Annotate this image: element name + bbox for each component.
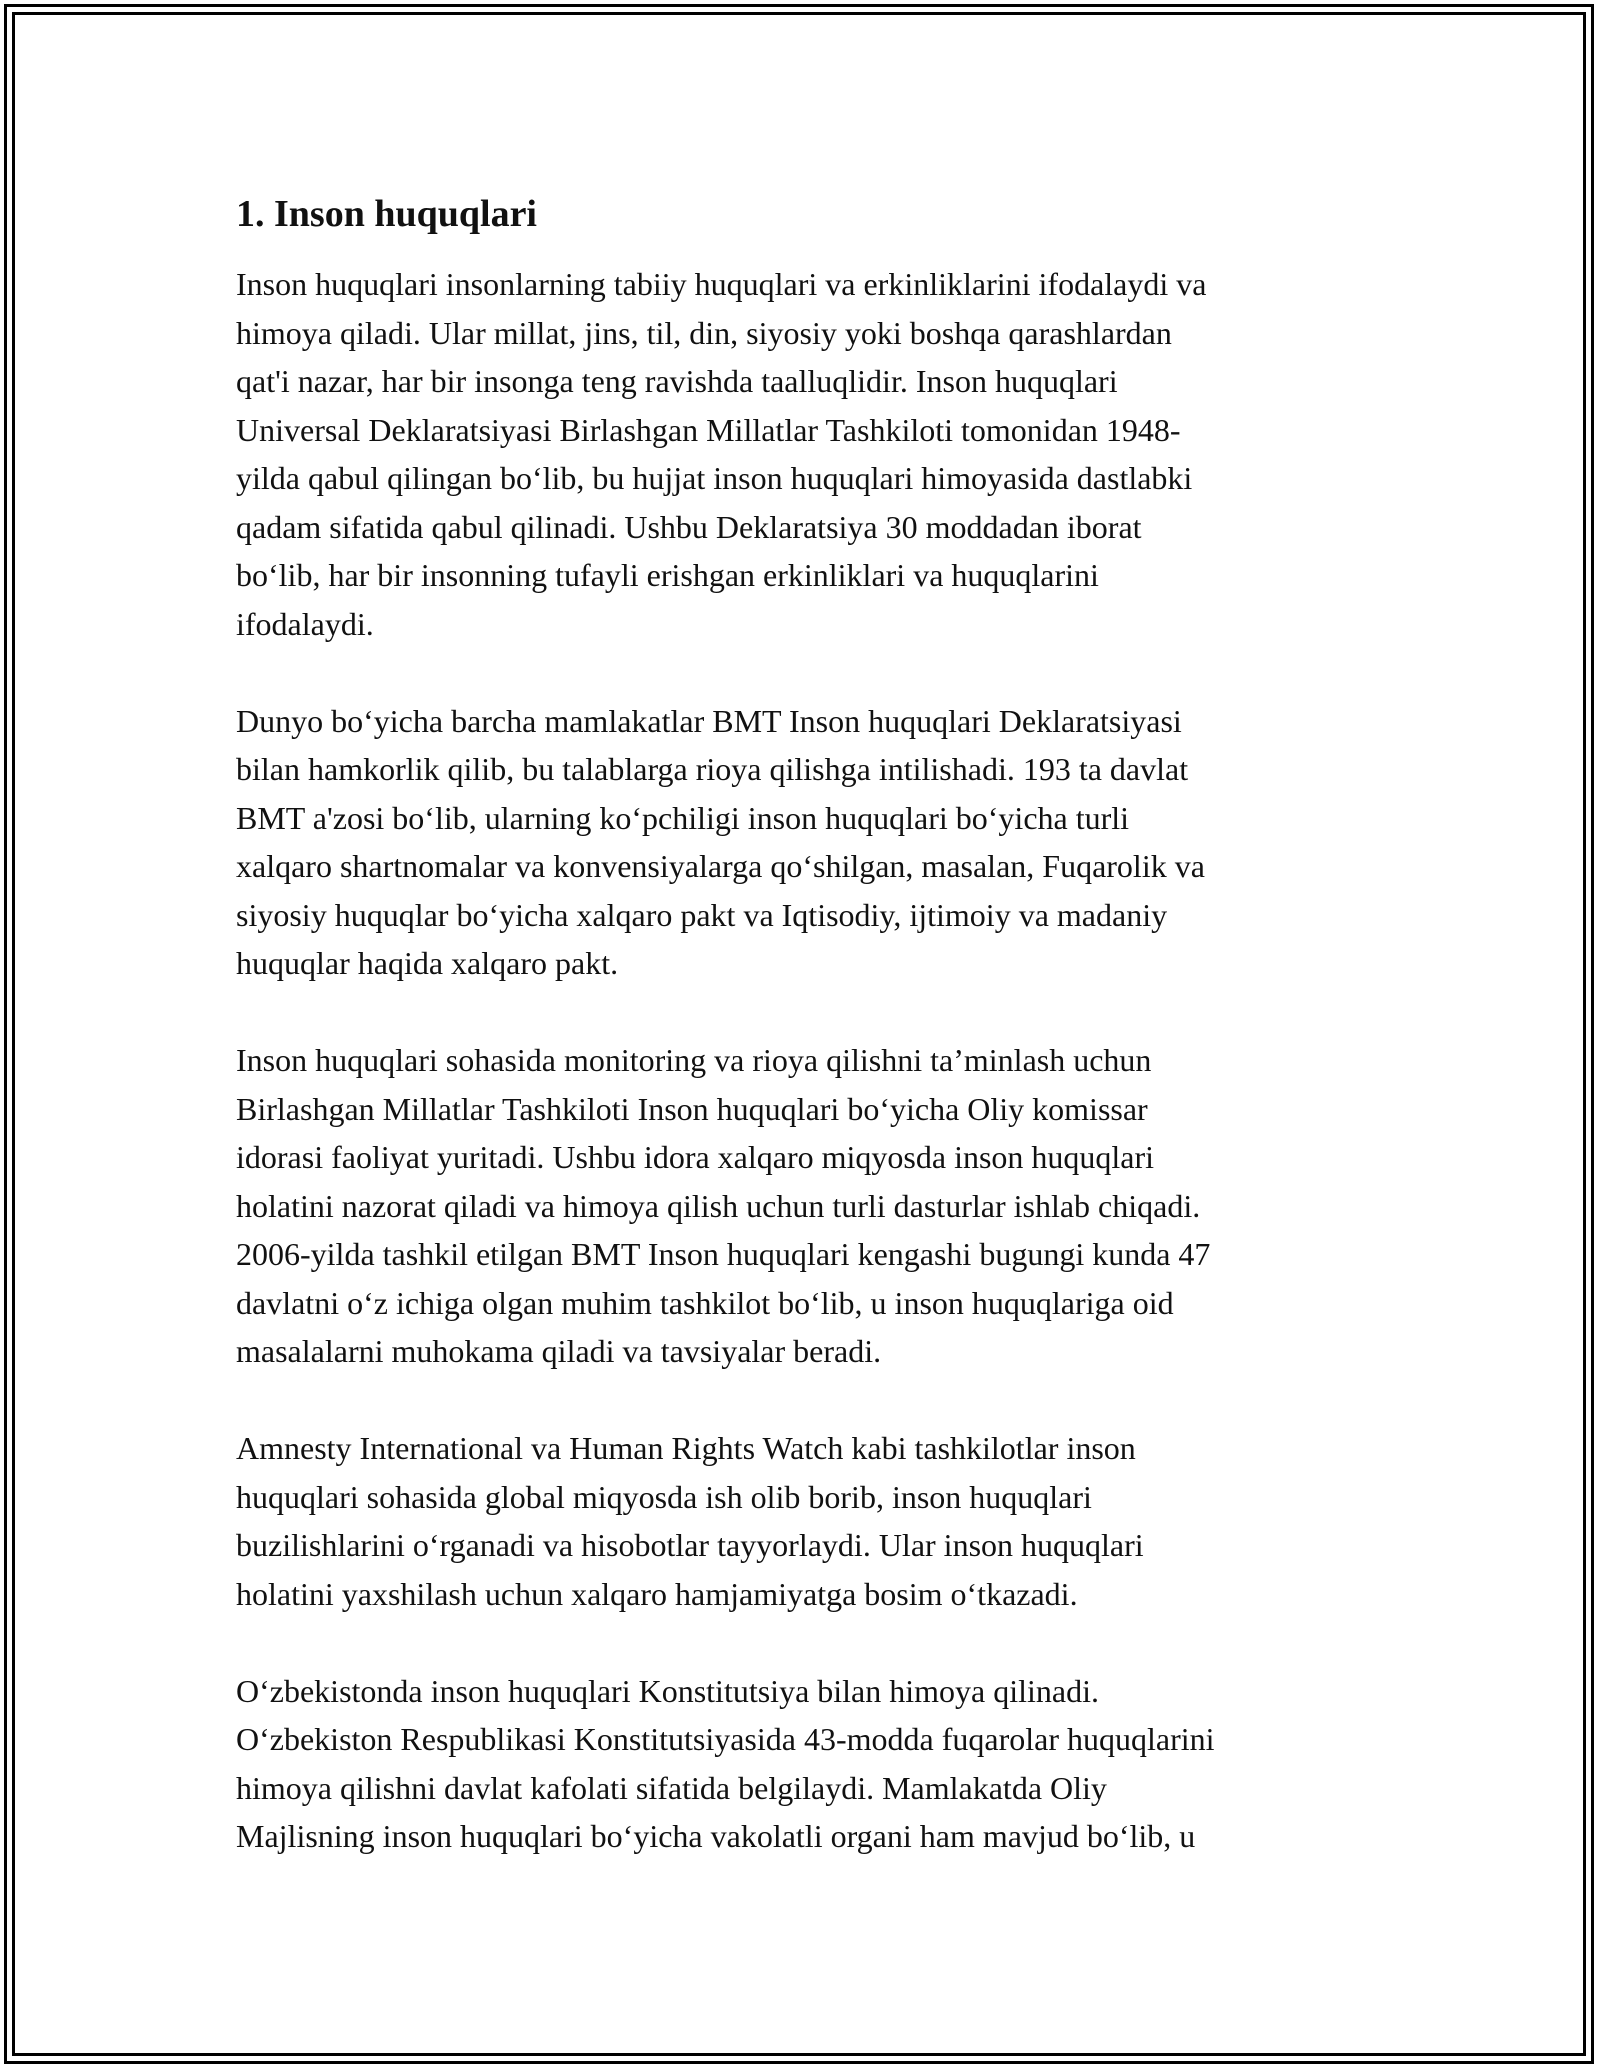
paragraph-5: O‘zbekistonda inson huquqlari Konstitutsiya bilan himoya qilinadi. O‘zbekiston Respublikasi Konstitutsiyasida 43-modda fuqarolar huquqlarini himoya qilishni davlat kafolati sifatida belgilaydi. Mamlakatda Oliy Majlisning inson huquqlari bo‘yicha vakolatli organi ham mavjud bo‘lib, u [236, 1672, 1215, 1854]
paragraph-4: Amnesty International va Human Rights Watch kabi tashkilotlar inson huquqlari sohasida global miqyosda ish olib borib, inson huquqlari buzilishlarini o‘rganadi va hisobotlar tayyorlaydi. Ular inson huquqlari holatini yaxshilash uchun xalqaro hamjamiyatga bosim o‘tkazadi. [236, 1430, 1144, 1612]
paragraph-1: Inson huquqlari insonlarning tabiiy huquqlari va erkinliklarini ifodalaydi va himoya qiladi. Ular millat, jins, til, din, siyosiy yoki boshqa qarashlardan qat'i nazar, har bir insonga teng ravishda taalluqlidir. Inson huquqlari Universal Deklaratsiyasi Birlashgan Millatlar Tashkiloti tomonidan 1948- yilda qabul qilingan bo‘lib, bu hujjat inson huquqlari himoyasida dastlabki qadam sifatida qabul qilinadi. Ushbu Deklaratsiya 30 moddadan iborat bo‘lib, har bir insonning tufayli erishgan erkinliklari va huquqlarini ifodalaydi. [236, 266, 1207, 642]
section-heading: 1. Inson huquqlari [236, 193, 537, 235]
paragraph-2: Dunyo bo‘yicha barcha mamlakatlar BMT Inson huquqlari Deklaratsiyasi bilan hamkorlik qilib, bu talablarga rioya qilishga intilishadi. 193 ta davlat BMT a'zosi bo‘lib, ularning ko‘pchiligi inson huquqlari bo‘yicha turli xalqaro shartnomalar va konvensiyalarga qo‘shilgan, masalan, Fuqarolik va siyosiy huquqlar bo‘yicha xalqaro pakt va Iqtisodiy, ijtimoiy va madaniy huquqlar haqida xalqaro pakt. [236, 702, 1205, 981]
paragraph-3: Inson huquqlari sohasida monitoring va rioya qilishni ta’minlash uchun Birlashgan Millatlar Tashkiloti Inson huquqlari bo‘yicha Oliy komissar idorasi faoliyat yuritadi. Ushbu idora xalqaro miqyosda inson huquqlari holatini nazorat qiladi va himoya qilish uchun turli dasturlar ishlab chiqadi. 2006-yilda tashkil etilgan BMT Inson huquqlari kengashi bugungi kunda 47 davlatni o‘z ichiga olgan muhim tashkilot bo‘lib, u inson huquqlariga oid masalalarni muhokama qiladi va tavsiyalar beradi. [236, 1042, 1211, 1369]
document-body [236, 188, 1366, 1909]
